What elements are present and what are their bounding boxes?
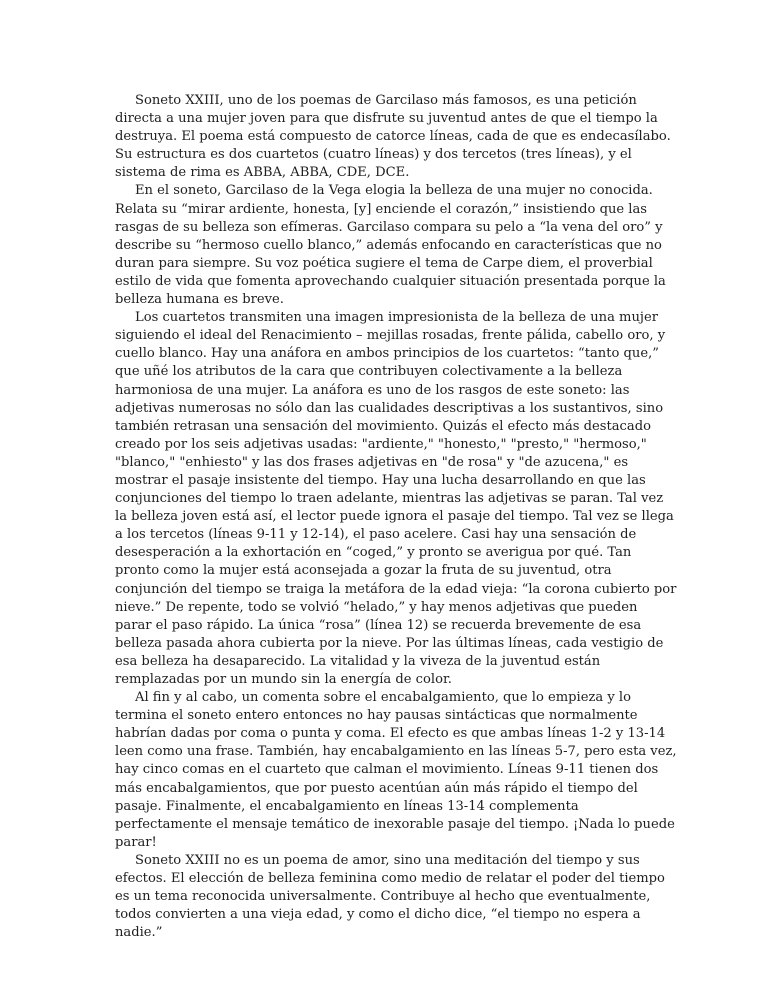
paragraph-conclusion: Soneto XXIII no es un poema de amor, sino una meditación del tiempo y sus efectos. El elección de belleza feminina como medio de relatar el poder del tiempo es un tema reconocida universalmente. Contribuye al hecho que eventualmente, todos convierten a una vieja edad, y como el dicho dice, “el tiempo no espera a nadie.” bbox=[115, 852, 665, 941]
paragraph-quartets-analysis: Los cuartetos transmiten una imagen impresionista de la belleza de una mujer siguiendo el ideal del Renacimiento – mejillas rosadas, frente pálida, cabello oro, y cuello blanco. Hay una anáfora en ambos principios de los cuartetos: “tanto que,” que uñé los atributos de la cara que contribuyen colectivamente a la belleza harmoniosa de una mujer. La anáfora es uno de los rasgos de este soneto: las adjetivas numerosas no sólo dan las cualidades descriptivas a los sustantivos, sino también retrasan una sensación del movimiento. Quizás el efecto más destacado creado por los seis adjetivas usadas: "ardiente," "honesto," "presto," "hermoso," "blanco," "enhiesto" y las dos frases adjetivas en "de rosa" y "de azucena," es mostrar el pasaje insistente del tiempo. Hay una lucha desarrollando en que las conjunciones del tiempo lo traen adelante, mientras las adjetivas se paran. Tal vez la belleza joven está así, el lector puede ignora el pasaje del tiempo. Tal vez se llega a los tercetos (líneas 9-11 y 12-14), el paso acelere. Casi hay una sensación de desesperación a la exhortación en “coged,” y pronto se averigua por qué. Tan pronto como la mujer está aconsejada a gozar la fruta de su juventud, otra conjunción del tiempo se traiga la metáfora de la edad vieja: “la corona cubierto por nieve.” De repente, todo se volvió “helado,” y hay menos adjetivas que pueden parar el paso rápido. La única “rosa” (línea 12) se recuerda brevemente de esa belleza pasada ahora cubierta por la nieve. Por las últimas líneas, cada vestigio de esa belleza ha desaparecido. La vitalidad y la viveza de la juventud están remplazadas por un mundo sin la energía de color. bbox=[115, 310, 677, 687]
paragraph-enjambment: Al fin y al cabo, un comenta sobre el encabalgamiento, que lo empieza y lo termina el soneto entero entonces no hay pausas sintácticas que normalmente habrían dadas por coma o punta y coma. El efecto es que ambas líneas 1-2 y 13-14 leen como una frase. También, hay encabalgamiento en las líneas 5-7, pero esta vez, hay cinco comas en el cuarteto que calman el movimiento. Líneas 9-11 tienen dos más encabalgamientos, que por puesto acentúan aún más rápido el tiempo del pasaje. Finalmente, el encabalgamiento en líneas 13-14 complementa perfectamente el mensaje temático de inexorable pasaje del tiempo. ¡Nada lo puede parar! bbox=[115, 690, 677, 850]
document-page bbox=[115, 92, 677, 942]
paragraph-sonnet-summary: En el soneto, Garcilaso de la Vega elogia la belleza de una mujer no conocida. Relata su “mirar ardiente, honesta, [y] enciende el corazón,” insistiendo que las rasgas de su belleza son efímeras. Garcilaso compara su pelo a “la vena del oro” y describe su “hermoso cuello blanco,” además enfocando en características que no duran para siempre. Su voz poética sugiere el tema de Carpe diem, el proverbial estilo de vida que fomenta aprovechando cualquier situación presentada porque la belleza humana es breve. bbox=[115, 183, 666, 308]
paragraph-intro: Soneto XXIII, uno de los poemas de Garcilaso más famosos, es una petición directa a una mujer joven para que disfrute su juventud antes de que el tiempo la destruya. El poema está compuesto de catorce líneas, cada de que es endecasílabo. Su estructura es dos cuartetos (cuatro líneas) y dos tercetos (tres líneas), y el sistema de rima es ABBA, ABBA, CDE, DCE. bbox=[115, 93, 671, 181]
